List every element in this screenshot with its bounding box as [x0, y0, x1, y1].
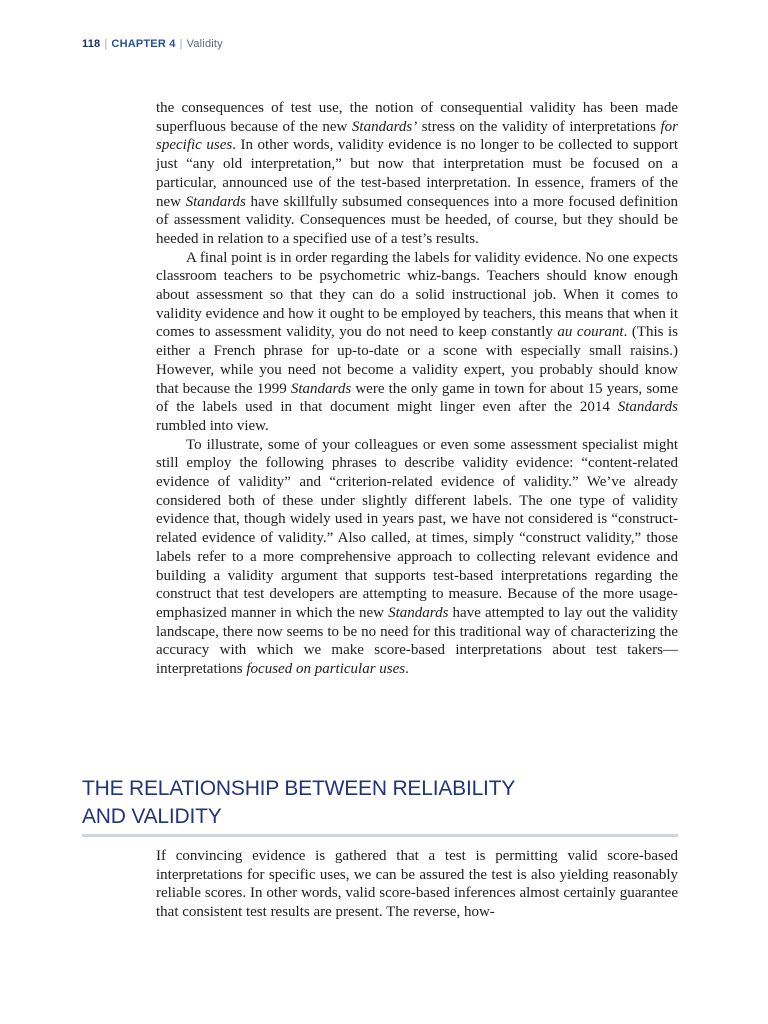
text-run: stress on the validity of interpretations [417, 118, 661, 135]
text-run: If convincing evidence is gathered that a test is permitting valid score-based interpretations for specific uses, we can be assured the test is also yielding reasonably reliable scores. In other words, valid score-based inferences almost certainly guarantee that consistent test results are present. The reverse, how- [156, 848, 678, 921]
running-head [82, 38, 223, 50]
text-run: rumbled into view. [156, 417, 269, 434]
paragraph [156, 249, 678, 436]
italic-text: Standards [617, 399, 678, 416]
section-label: Validity [186, 38, 223, 50]
paragraph [156, 99, 678, 249]
text-run: . [405, 661, 409, 678]
italic-text: focused on particular uses [246, 661, 406, 678]
body-text-top [156, 99, 678, 679]
running-head-divider: | [104, 38, 108, 50]
paragraph [156, 436, 678, 679]
page-number: 118 [82, 38, 101, 50]
body-text-bottom [156, 847, 678, 922]
text-run: have skillfully subsumed consequences into a more focused definition of assessment validity. Consequences must be heeded, of course, but they should be heeded in relation to a specified use of a test’s results. [156, 193, 678, 247]
text-run: have attempted to lay out the validity landscape, there now seems to be no need for this traditional way of characterizing the accuracy with which we make score-based interpretations about test takers—interpretations [156, 604, 679, 678]
italic-text: Standards’ [351, 118, 418, 135]
running-head-divider: | [179, 38, 183, 50]
section-heading [82, 775, 682, 831]
paragraph [156, 847, 678, 922]
chapter-label: CHAPTER 4 [111, 38, 176, 50]
text-run: the consequences of test use, the notion of consequential validity has been made superfluous because of the new [156, 100, 678, 135]
text-run: To illustrate, some of your colleagues or even some assessment specialist might still employ the following phrases to describe validity evidence: “content-related evidence of validity” and “criterion-related evidence of validity.” We’ve already considered both of these under slightly different labels. The one type of validity evidence that, though widely used in years past, we have not considered is “construct-related evidence of validity.” Also called, at times, simply “construct validity,” those labels refer to a more comprehensive approach to collecting relevant evidence and building a validity argument that supports test-based interpretations regarding the construct that test developers are attempting to measure. Because of the more usage-emphasized manner in which the new [156, 436, 678, 621]
text-run: . In other words, validity evidence is no longer to be collected to support just “any old interpretation,” but now that interpretation must be focused on a particular, announced use of the test-based interpretation. In essence, framers of the new [156, 137, 678, 210]
section-heading-line-1: THE RELATIONSHIP BETWEEN RELIABILITY [82, 777, 516, 800]
text-run: were the only game in town for about 15 years, some of the labels used in that document might linger even after the 2014 [156, 380, 678, 416]
italic-text: Standards [290, 380, 352, 397]
italic-text: Standards [185, 193, 246, 210]
section-heading-line-2: AND VALIDITY [82, 805, 222, 828]
italic-text: for specific uses [156, 118, 678, 154]
section-divider-rule [82, 834, 678, 837]
text-run: A final point is in order regarding the labels for validity evidence. No one expects classroom teachers to be psychometric whiz-bangs. Teachers should know enough about assessment so that they can do a solid instructional job. When it comes to validity evidence and how it ought to be employed by teachers, this means that when it comes to assessment validity, you do not need to keep constantly [156, 249, 678, 341]
text-run: . (This is either a French phrase for up-to-date or a scone with especially small raisins.) However, while you need not become a validity expert, you probably should know that because the 1999 [156, 324, 679, 397]
italic-text: au courant [557, 324, 624, 341]
italic-text: Standards [388, 604, 449, 621]
